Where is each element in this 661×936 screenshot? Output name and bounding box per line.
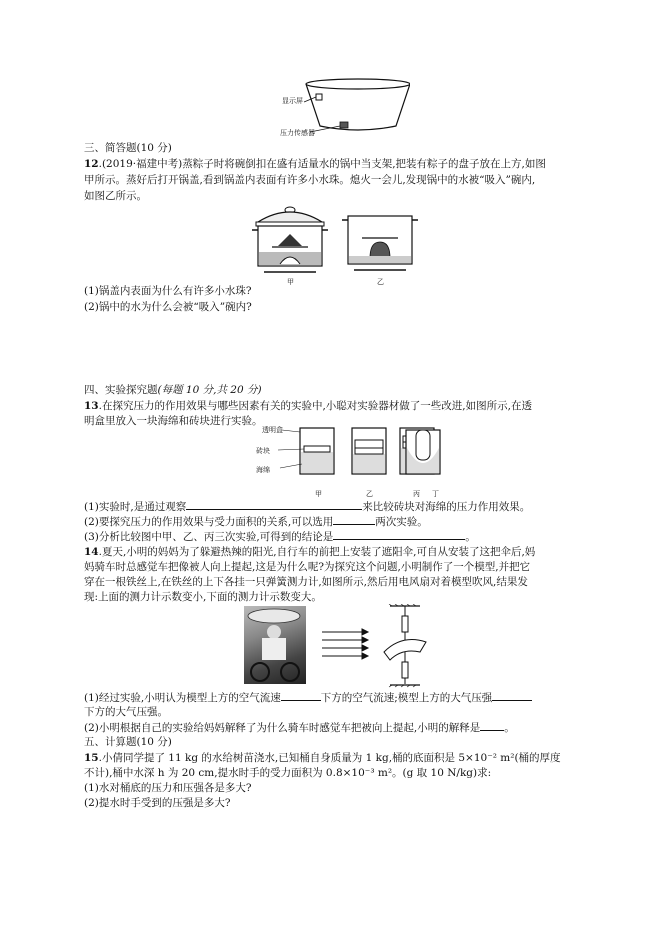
q14-sub2: [84, 720, 515, 735]
fig13-label-yi: 乙: [366, 490, 373, 498]
q13-sub2-a: (2)要探究压力的作用效果与受力面积的关系,可以选用: [84, 516, 334, 528]
q15-sub2: (2)提水时手受到的压强是多大?: [84, 797, 231, 809]
label-sponge: 海绵: [256, 466, 270, 474]
fig-label-yi: 乙: [377, 278, 384, 286]
q12-text-1: .(2019·福建中考)蒸粽子时将碗倒扣在盛有适量水的锅中当支架,把装有粽子的盘子放在上方,如图: [98, 158, 546, 170]
wind-model-figure: [318, 604, 438, 688]
q13-blank-2[interactable]: [333, 514, 375, 525]
q12-sub1: (1)锅盖内表面为什么有许多小水珠?: [84, 285, 252, 297]
q13-sub1-a: (1)实验时,是通过观察: [84, 501, 187, 513]
q13-line1: [84, 399, 532, 413]
q13-sub2: [84, 514, 428, 529]
fig-label-jia: 甲: [287, 278, 294, 286]
q13-sub3-a: (3)分析比较图中甲、乙、丙三次实验,可得到的结论是: [84, 531, 334, 543]
q14-line3: 穿在一根铁丝上,在铁丝的上下各挂一只弹簧测力计,如图所示,然后用电风扇对着模型吹风,结果发: [84, 576, 528, 588]
q13-blank-3[interactable]: [333, 529, 465, 540]
section-5-heading: 五、计算题(10 分): [84, 736, 172, 748]
q13-line2: 明盒里放入一块海绵和砖块进行实验。: [84, 415, 263, 427]
q14-line1: [84, 545, 535, 559]
fig13-label-jia: 甲: [315, 490, 322, 498]
q13-sub3-b: 。: [465, 531, 476, 543]
q14-sub2-b: 。: [504, 722, 515, 734]
q13-text-1: .在探究压力的作用效果与哪些因素有关的实验中,小聪对实验器材做了一些改进,如图所示,在透: [98, 400, 532, 412]
section-3-heading: 三、简答题(10 分): [84, 142, 172, 154]
sponge-box-ding: [402, 428, 446, 476]
q13-sub3: [84, 529, 476, 544]
pot-jia-diagram: [250, 200, 330, 278]
label-transparent-box: 透明盒: [262, 426, 283, 434]
label-pressure-sensor: 压力传感器: [280, 129, 315, 137]
q14-sub1-cont: 下方的大气压强。: [84, 706, 168, 718]
q13-sub1: [84, 499, 530, 514]
q15-sub1: (1)水对桶底的压力和压强各是多大?: [84, 782, 252, 794]
pot-figure-yi: [340, 212, 420, 276]
q12-sub2: (2)锅中的水为什么会被“吸入”碗内?: [84, 301, 252, 313]
q14-blank-3[interactable]: [480, 720, 504, 731]
section-4-title: 四、实验探究题: [84, 384, 158, 396]
label-display-screen: 显示屏: [282, 97, 303, 105]
cyclist-photo: [244, 606, 306, 684]
fig13-label-bing: 丙: [413, 490, 420, 498]
q15-line2: 不计),桶中水深 h 为 20 cm,提水时手的受力面积为 0.8×10⁻³ m²。(g 取 10 N/kg)求:: [84, 767, 492, 779]
fig13-label-ding: 丁: [432, 490, 439, 498]
q14-sub2-a: (2)小明根据自己的实验给妈妈解释了为什么骑车时感觉车把被向上提起,小明的解释是: [84, 722, 481, 734]
section-4-note: (每题 10 分,共 20 分): [157, 384, 262, 396]
q13-sub1-b: 来比较砖块对海绵的压力作用效果。: [362, 501, 531, 513]
q12-line2: 甲所示。蒸好后打开锅盖,看到锅盖内表面有许多小水珠。熄火一会儿,发现锅中的水被“吸入”碗内,: [84, 174, 536, 186]
section-4-heading: [84, 383, 262, 397]
q14-blank-1[interactable]: [281, 690, 321, 701]
label-brick: 砖块: [256, 447, 270, 455]
q14-sub1-b: 下方的空气流速;模型上方的大气压强: [320, 692, 493, 704]
q13-sub2-b: 两次实验。: [375, 516, 428, 528]
q14-line4: 现:上面的测力计示数变小,下面的测力计示数变大。: [84, 591, 322, 603]
sponge-box-ding-diagram: [402, 428, 446, 476]
q14-sub1: [84, 690, 532, 705]
pot-yi-diagram: [340, 212, 420, 276]
q14-sub1-a: (1)经过实验,小明认为模型上方的空气流速: [84, 692, 281, 704]
q14-line2: 妈骑车时总感觉车把像被人向上提起,这是为什么呢?为探究这个问题,小明制作了一个模型,并把它: [84, 561, 531, 573]
q14-text-1: .夏天,小明的妈妈为了躲避热辣的阳光,自行车的前把上安装了遮阳伞,可自从安装了这把伞后,妈: [98, 546, 536, 558]
q13-number: 13: [84, 400, 99, 412]
pot-figure-jia: [250, 200, 330, 278]
q15-number: 15: [84, 752, 99, 764]
q12-line3: 如图乙所示。: [84, 190, 147, 202]
q15-text-1: .小倩同学提了 11 kg 的水给树苗浇水,已知桶自身质量为 1 kg,桶的底面积是 5×10⁻² m²(桶的厚度: [98, 752, 561, 764]
q15-line1: [84, 751, 561, 765]
q12-number: 12: [84, 158, 99, 170]
q12-line1: [84, 157, 546, 171]
q14-blank-2[interactable]: [492, 690, 532, 701]
q13-blank-1[interactable]: [186, 499, 362, 510]
q14-number: 14: [84, 546, 99, 558]
wind-model-diagram: [318, 604, 438, 688]
cyclist-photo-image: [244, 606, 306, 684]
